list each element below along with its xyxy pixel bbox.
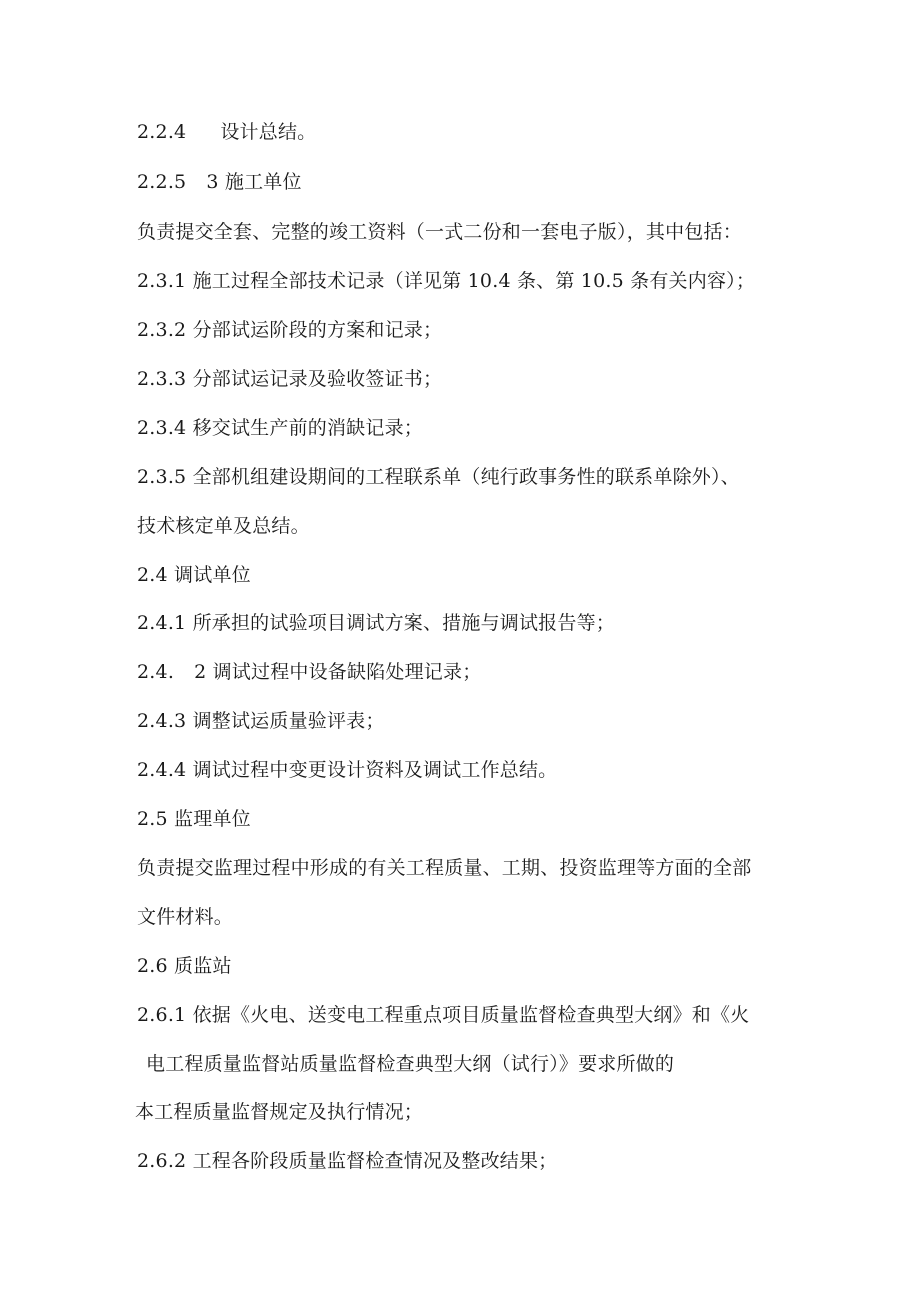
line-2-4-2 — [137, 660, 481, 684]
line-text: 3 施工单位 — [206, 171, 302, 193]
paragraph-line: 2.3.1 施工过程全部技术记录（详见第 10.4 条、第 10.5 条有关内容）； — [137, 270, 756, 292]
paragraph-line: 技术核定单及总结。 — [137, 515, 310, 537]
paragraph-line: 2.4.3 调整试运质量验评表； — [137, 710, 385, 732]
paragraph-line: 2.3.4 移交试生产前的消缺记录； — [137, 417, 423, 439]
section-number: 2.2.4 — [137, 121, 187, 143]
paragraph-line: 本工程质量监督规定及执行情况； — [135, 1101, 424, 1123]
paragraph-line: 2.3.2 分部试运阶段的方案和记录； — [137, 319, 443, 341]
section-number: 2.2.5 — [137, 171, 187, 193]
heading-line: 2.6 质监站 — [137, 955, 232, 977]
paragraph-line: 负责提交全套、完整的竣工资料（一式二份和一套电子版），其中包括： — [137, 221, 742, 243]
line-text: 设计总结。 — [220, 121, 317, 143]
paragraph-line: 负责提交监理过程中形成的有关工程质量、工期、投资监理等方面的全部 — [137, 857, 752, 879]
section-number: 2.4. — [137, 661, 175, 683]
paragraph-line: 文件材料。 — [137, 906, 234, 928]
paragraph-line: 2.6.1 依据《火电、送变电工程重点项目质量监督检查典型大纲》和《火 — [137, 1004, 750, 1026]
heading-line: 2.4 调试单位 — [137, 564, 251, 586]
paragraph-line: 2.4.4 调试过程中变更设计资料及调试工作总结。 — [137, 759, 558, 781]
line-2-2-4 — [137, 120, 316, 144]
line-text: 2 调试过程中设备缺陷处理记录； — [194, 661, 482, 683]
paragraph-line: 2.6.2 工程各阶段质量监督检查情况及整改结果； — [137, 1150, 558, 1172]
line-2-2-5 — [137, 170, 302, 194]
heading-line: 2.5 监理单位 — [137, 808, 251, 830]
paragraph-line: 2.3.3 分部试运记录及验收签证书； — [137, 368, 443, 390]
paragraph-line: 电工程质量监督站质量监督检查典型大纲（试行）》要求所做的 — [146, 1053, 675, 1075]
paragraph-line: 2.4.1 所承担的试验项目调试方案、措施与调试报告等； — [137, 612, 615, 634]
paragraph-line: 2.3.5 全部机组建设期间的工程联系单（纯行政事务性的联系单除外）、 — [137, 466, 740, 488]
